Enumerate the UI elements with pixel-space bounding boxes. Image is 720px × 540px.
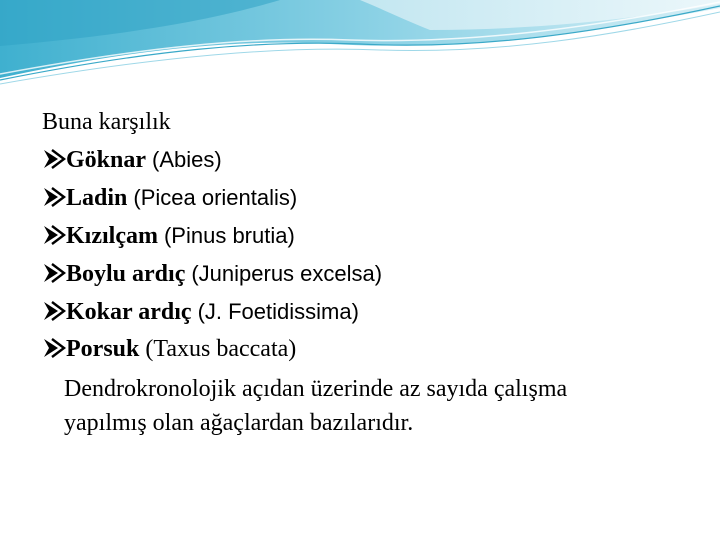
paragraph-line: yapılmış olan ağaçlardan bazılarıdır. xyxy=(64,410,414,436)
arrow-bullet-icon xyxy=(42,301,66,321)
list-item xyxy=(42,293,702,331)
list-item xyxy=(42,255,702,293)
list-item xyxy=(42,217,702,255)
arrow-bullet-icon xyxy=(42,187,66,207)
tree-latin-name: (Taxus baccata) xyxy=(145,336,297,362)
tree-name: Kokar ardıç xyxy=(66,299,192,325)
tree-name: Kızılçam xyxy=(66,223,158,249)
tree-name: Göknar xyxy=(66,147,147,173)
paragraph-line: Dendrokronolojik açıdan üzerinde az sayıda çalışma xyxy=(64,376,568,402)
list-item xyxy=(42,331,702,368)
tree-latin-name: (Picea orientalis) xyxy=(133,185,298,210)
closing-paragraph xyxy=(64,372,688,440)
tree-name: Porsuk xyxy=(66,336,140,362)
arrow-bullet-icon xyxy=(42,263,66,283)
list-item xyxy=(42,179,702,217)
list-item xyxy=(42,141,702,179)
arrow-bullet-icon xyxy=(42,225,66,245)
tree-latin-name: (J. Foetidissima) xyxy=(197,299,359,324)
intro-text: Buna karşılık xyxy=(42,109,171,135)
tree-name: Ladin xyxy=(66,185,128,211)
tree-name: Boylu ardıç xyxy=(66,261,186,287)
arrow-bullet-icon xyxy=(42,338,66,358)
tree-latin-name: (Abies) xyxy=(152,147,222,172)
arrow-bullet-icon xyxy=(42,149,66,169)
tree-latin-name: (Juniperus excelsa) xyxy=(191,261,383,286)
tree-latin-name: (Pinus brutia) xyxy=(163,223,295,248)
slide-content xyxy=(42,104,702,440)
wave-header-decoration xyxy=(0,0,720,90)
